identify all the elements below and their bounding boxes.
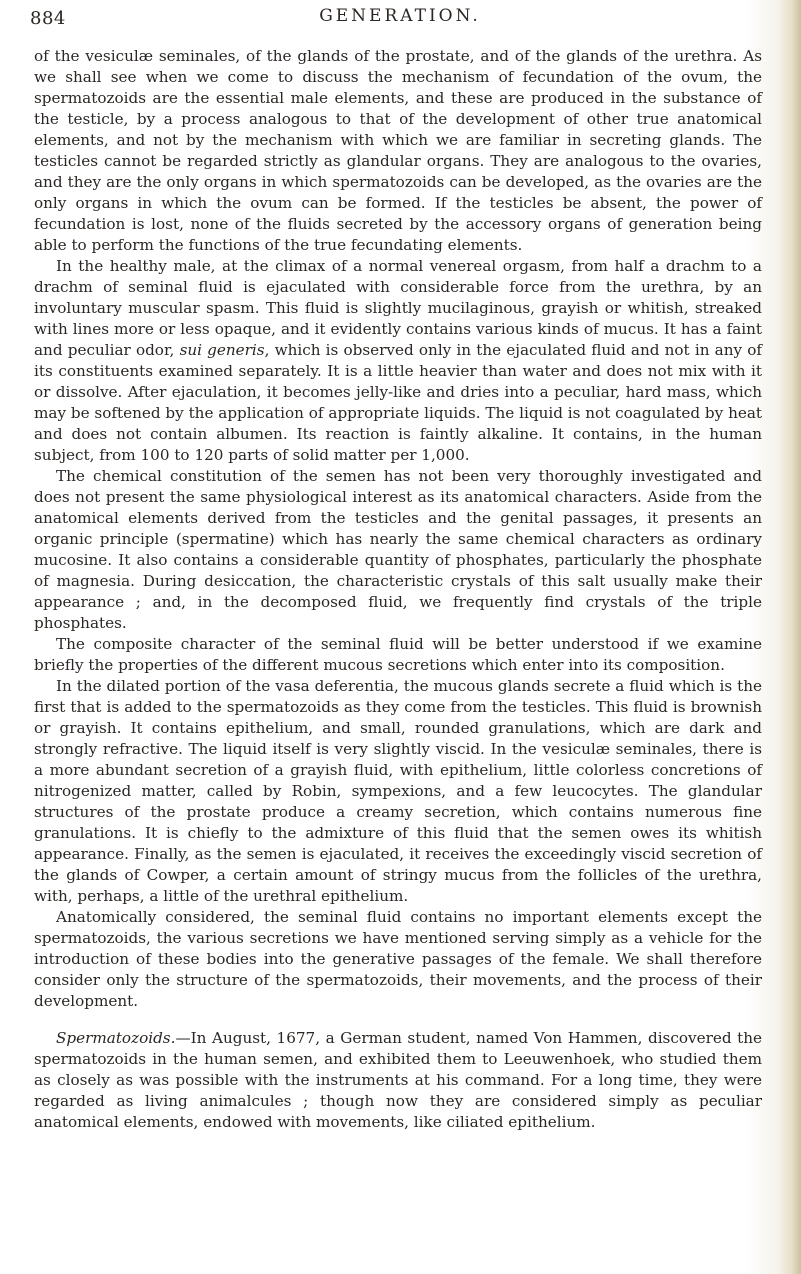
body-text — [34, 46, 762, 1133]
paragraph-continuation: of the vesiculæ seminales, of the glands of the prostate, and of the glands of the urethra. As we shall see when we come to discuss the mechanism of fecundation of the ovum, the spermatozoids are the essential male elements, and these are produced in the substance of the testicle, by a process analogous to that of the development of other true anatomical elements, and not by the mechanism with which we are familiar in secreting glands. The testicles cannot be regarded strictly as glandular organs. They are analogous to the ovaries, and they are the only organs in which spermatozoids can be developed, as the ovaries are the only organs in which the ovum can be formed. If the testicles be absent, the power of fecundation is lost, none of the fluids secreted by the accessory organs of generation being able to perform the functions of the true fecundating elements. — [34, 47, 762, 254]
section-spermatozoids-text: —In August, 1677, a German student, named Von Hammen, discovered the spermatozoids in the human semen, and exhibited them to Leeuwenhoek, who studied them as closely as was possible with the instruments at his command. For a long time, they were regarded as living animalcules ; though now they are considered simply as peculiar anatomical elements, endowed with movements, like ciliated epithelium. — [34, 1029, 762, 1131]
page-number: 884 — [30, 8, 66, 29]
latin-phrase: sui generis — [179, 341, 265, 359]
paragraph-composite-character: The composite character of the seminal fluid will be better understood if we examine briefly the properties of the different mucous secretions which enter into its composition. — [34, 635, 762, 674]
paragraph-seminal-fluid-part-2: , which is observed only in the ejaculated fluid and not in any of its constituents examined separately. It is a little heavier than water and does not mix with it or dissolve. After ejaculation, it becomes jelly-like and dries into a peculiar, hard mass, which may be softened by the application of appropriate liquids. The liquid is not coagulated by heat and does not contain albumen. Its reaction is faintly alkaline. It contains, in the human subject, from 100 to 120 parts of solid matter per 1,000. — [34, 341, 763, 464]
paragraph-seminal-fluid — [34, 256, 762, 466]
section-spermatozoids — [34, 1028, 762, 1133]
paragraph-mucous-secretions: In the dilated portion of the vasa deferentia, the mucous glands secrete a fluid which is the first that is added to the spermatozoids as they come from the testicles. This fluid is brownish or grayish. It contains epithelium, and small, rounded granulations, which are dark and strongly refractive. The liquid itself is very slightly viscid. In the vesiculæ seminales, there is a more abundant secretion of a grayish fluid, with epithelium, little colorless concretions of nitrogenized matter, called by Robin, sympexions, and a few leucocytes. The glandular structures of the prostate produce a creamy secretion, which contains numerous fine granulations. It is chiefly to the admixture of this fluid that the semen owes its whitish appearance. Finally, as the semen is ejaculated, it receives the exceedingly viscid secretion of the glands of Cowper, a certain amount of stringy mucus from the follicles of the urethra, with, perhaps, a little of the urethral epithelium. — [34, 677, 762, 905]
section-run-in-heading: Spermatozoids. — [56, 1029, 176, 1047]
running-head: GENERATION. — [319, 6, 481, 26]
paragraph-chemical-constitution: The chemical constitution of the semen has not been very thoroughly investigated and does not present the same physiological interest as its anatomical characters. Aside from the anatomical elements derived from the testicles and the genital passages, it presents an organic principle (spermatine) which has nearly the same chemical characters as ordinary mucosine. It also contains a considerable quantity of phosphates, particularly the phosphate of magnesia. During desiccation, the characteristic crystals of this salt usually make their appearance ; and, in the decomposed fluid, we frequently find crystals of the triple phosphates. — [34, 467, 762, 632]
page-header — [30, 4, 770, 34]
page-edge-shadow — [779, 0, 801, 1274]
paragraph-anatomically-considered: Anatomically considered, the seminal fluid contains no important elements except the spermatozoids, the various secretions we have mentioned serving simply as a vehicle for the introduction of these bodies into the generative passages of the female. We shall therefore consider only the structure of the spermatozoids, their movements, and the process of their development. — [34, 908, 762, 1010]
paragraph-seminal-fluid-part-1: In the healthy male, at the climax of a normal venereal orgasm, from half a drachm to a drachm of seminal fluid is ejaculated with considerable force from the urethra, by an involuntary muscular spasm. This fluid is slightly mucilaginous, grayish or whitish, streaked with lines more or less opaque, and it evidently contains various kinds of mucus. It has a faint and peculiar odor, — [34, 257, 762, 359]
